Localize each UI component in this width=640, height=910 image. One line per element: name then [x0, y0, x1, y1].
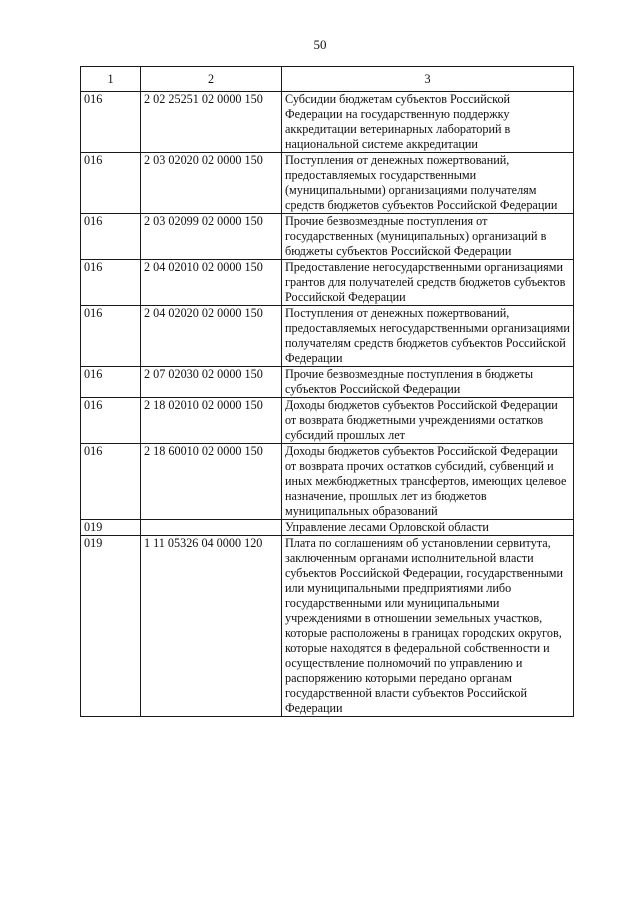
table-row	[81, 367, 574, 398]
description-cell: Доходы бюджетов субъектов Российской Федерации от возврата бюджетными учреждениями остатков субсидий прошлых лет	[282, 398, 574, 444]
table-row	[81, 444, 574, 520]
revenue-code-cell	[141, 520, 282, 536]
description-cell: Прочие безвозмездные поступления в бюджеты субъектов Российской Федерации	[282, 367, 574, 398]
revenue-code-cell: 2 04 02020 02 0000 150	[141, 306, 282, 367]
column-header-2: 2	[141, 67, 282, 92]
column-header-1: 1	[81, 67, 141, 92]
description-cell: Поступления от денежных пожертвований, предоставляемых негосударственными организациями получателям средств бюджетов субъектов Российской Федерации	[282, 306, 574, 367]
revenue-code-cell: 2 02 25251 02 0000 150	[141, 92, 282, 153]
description-cell: Плата по соглашениям об установлении сервитута, заключенным органами исполнительной власти субъектов Российской Федерации, государственными или муниципальными предприятиями либо государственными или муниципальными учреждениями в отношении земельных участков, которые расположены в границах городских округов, которые находятся в федеральной собственности и осуществление полномочий по управлению и распоряжению которыми передано органам государственной власти субъектов Российской Федерации	[282, 536, 574, 717]
revenue-code-cell: 2 04 02010 02 0000 150	[141, 260, 282, 306]
admin-code-cell: 016	[81, 367, 141, 398]
table-row	[81, 536, 574, 717]
admin-code-cell: 016	[81, 260, 141, 306]
description-cell: Предоставление негосударственными организациями грантов для получателей средств бюджетов субъектов Российской Федерации	[282, 260, 574, 306]
table-row	[81, 214, 574, 260]
revenue-code-cell: 2 18 60010 02 0000 150	[141, 444, 282, 520]
table-header-row	[81, 67, 574, 92]
revenue-code-cell: 2 18 02010 02 0000 150	[141, 398, 282, 444]
admin-code-cell: 016	[81, 444, 141, 520]
revenue-code-cell: 2 07 02030 02 0000 150	[141, 367, 282, 398]
admin-code-cell: 016	[81, 153, 141, 214]
description-cell: Поступления от денежных пожертвований, предоставляемых государственными (муниципальными) организациями получателям средств бюджетов субъектов Российской Федерации	[282, 153, 574, 214]
description-cell: Субсидии бюджетам субъектов Российской Федерации на государственную поддержку аккредитации ветеринарных лабораторий в национальной системе аккредитации	[282, 92, 574, 153]
table-row	[81, 153, 574, 214]
revenue-code-cell: 2 03 02099 02 0000 150	[141, 214, 282, 260]
admin-code-cell: 016	[81, 92, 141, 153]
table-row	[81, 520, 574, 536]
admin-code-cell: 016	[81, 398, 141, 444]
admin-code-cell: 019	[81, 536, 141, 717]
revenue-codes-table	[80, 66, 574, 717]
table-row	[81, 92, 574, 153]
description-cell: Доходы бюджетов субъектов Российской Федерации от возврата прочих остатков субсидий, субвенций и иных межбюджетных трансфертов, имеющих целевое назначение, прошлых лет из бюджетов муниципальных образований	[282, 444, 574, 520]
revenue-code-cell: 2 03 02020 02 0000 150	[141, 153, 282, 214]
description-cell: Управление лесами Орловской области	[282, 520, 574, 536]
admin-code-cell: 016	[81, 306, 141, 367]
table-row	[81, 306, 574, 367]
table-row	[81, 398, 574, 444]
column-header-3: 3	[282, 67, 574, 92]
admin-code-cell: 019	[81, 520, 141, 536]
description-cell: Прочие безвозмездные поступления от государственных (муниципальных) организаций в бюджеты субъектов Российской Федерации	[282, 214, 574, 260]
admin-code-cell: 016	[81, 214, 141, 260]
table-row	[81, 260, 574, 306]
page-number: 50	[313, 37, 327, 52]
revenue-code-cell: 1 11 05326 04 0000 120	[141, 536, 282, 717]
